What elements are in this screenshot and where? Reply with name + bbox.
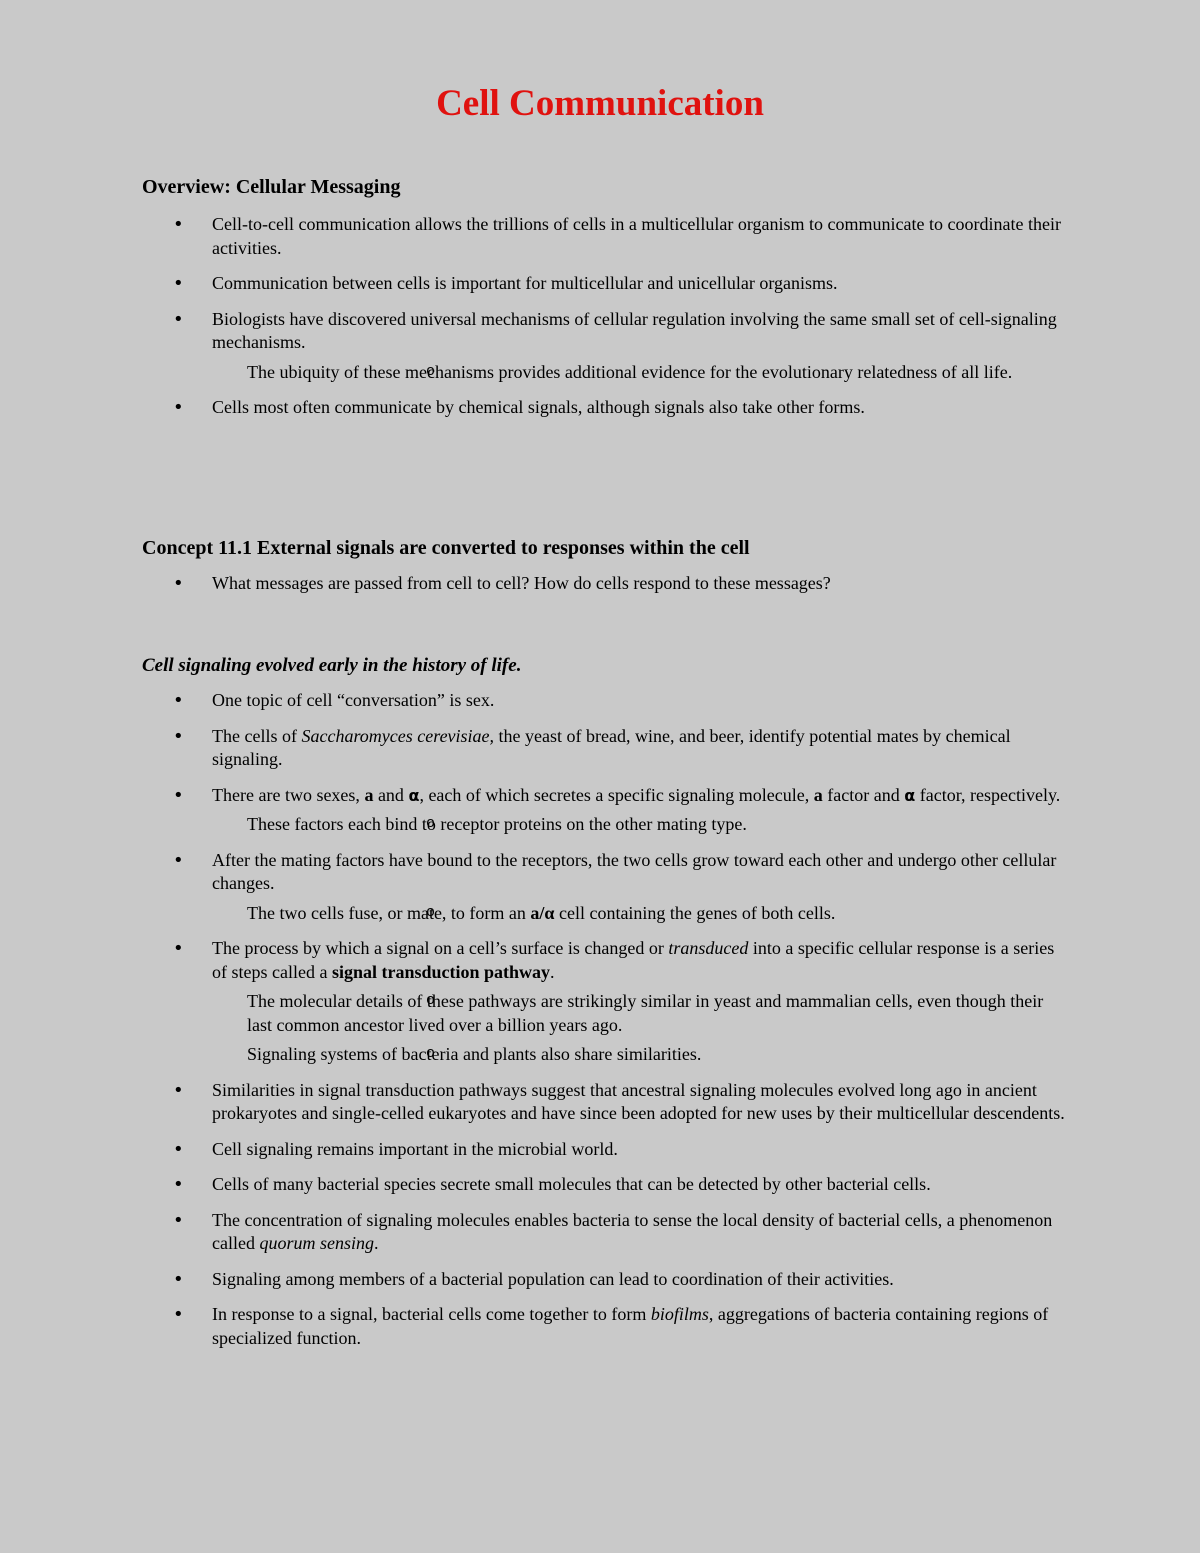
list-item: • Cells of many bacterial species secrete small molecules that can be detected by other bacterial cells.: [0, 1173, 1072, 1197]
concept-list: [0, 572, 1200, 608]
list-item: • After the mating factors have bound to the receptors, the two cells grow toward each other and undergo other cellular changes. o The two cells fuse, or mate, to form an a/α cell containing the genes of both cells.: [0, 849, 1072, 926]
list-item-text: Biologists have discovered universal mechanisms of cellular regulation involving the same small set of cell-signaling mechanisms.: [212, 308, 1057, 352]
species-name: Saccharomyces cerevisiae,: [301, 725, 495, 746]
list-item: • Cells most often communicate by chemical signals, although signals also take other forms.: [0, 396, 1072, 420]
sub-list-item: o The two cells fuse, or mate, to form an a/α cell containing the genes of both cells.: [212, 902, 1042, 926]
sub-list-item: o The molecular details of these pathways are strikingly similar in yeast and mammalian cells, even though their last common ancestor lived over a billion years ago.: [212, 990, 1062, 1037]
key-term: signal transduction pathway: [331, 961, 551, 982]
list-item: • The process by which a signal on a cell’s surface is changed or transduced into a specific cellular response is a series of steps called a signal transduction pathway. o The molecular details of these pathways are strikingly similar in yeast and mammalian cells, even though their last common ancestor lived over a billion years ago. o Signaling systems of bacteria and plants also share similarities.: [0, 937, 1072, 1067]
list-item: • The cells of Saccharomyces cerevisiae, the yeast of bread, wine, and beer, identify potential mates by chemical signaling.: [0, 725, 1072, 772]
sub-list-item: o These factors each bind to receptor proteins on the other mating type.: [212, 813, 1042, 837]
evolved-heading: Cell signaling evolved early in the history of life.: [142, 655, 522, 676]
page-title: Cell Communication: [436, 83, 764, 124]
list-item: • The concentration of signaling molecules enables bacteria to sense the local density of bacterial cells, a phenomenon called quorum sensing.: [0, 1209, 1072, 1256]
list-item: • Communication between cells is important for multicellular and unicellular organisms.: [0, 272, 1072, 296]
list-item: • Similarities in signal transduction pathways suggest that ancestral signaling molecules evolved long ago in ancient prokaryotes and single-celled eukaryotes and have since been adopted for new uses by their multicellular descendents.: [0, 1079, 1072, 1126]
list-item: [0, 308, 1072, 385]
list-item: • What messages are passed from cell to cell? How do cells respond to these messages?: [0, 572, 1072, 596]
sub-list-item: o Signaling systems of bacteria and plants also share similarities.: [212, 1043, 1062, 1067]
list-item: • Cell signaling remains important in the microbial world.: [0, 1138, 1072, 1162]
list-item: • Cell-to-cell communication allows the trillions of cells in a multicellular organism to communicate to coordinate their activities.: [0, 213, 1072, 260]
overview-heading: Overview: Cellular Messaging: [142, 176, 401, 198]
sub-list-item: o The ubiquity of these mechanisms provides additional evidence for the evolutionary relatedness of all life.: [212, 361, 1042, 385]
list-item: • One topic of cell “conversation” is sex.: [0, 689, 1072, 713]
list-item: • There are two sexes, a and α, each of which secretes a specific signaling molecule, a factor and α factor, respectively. o These factors each bind to receptor proteins on the other mating type.: [0, 784, 1072, 837]
concept-heading: Concept 11.1 External signals are converted to responses within the cell: [142, 537, 750, 559]
overview-list: [0, 213, 1200, 432]
list-item: • Signaling among members of a bacterial population can lead to coordination of their activities.: [0, 1268, 1072, 1292]
list-item: • In response to a signal, bacterial cells come together to form biofilms, aggregations of bacteria containing regions of specialized function.: [0, 1303, 1072, 1350]
evolved-list: [0, 689, 1200, 1362]
